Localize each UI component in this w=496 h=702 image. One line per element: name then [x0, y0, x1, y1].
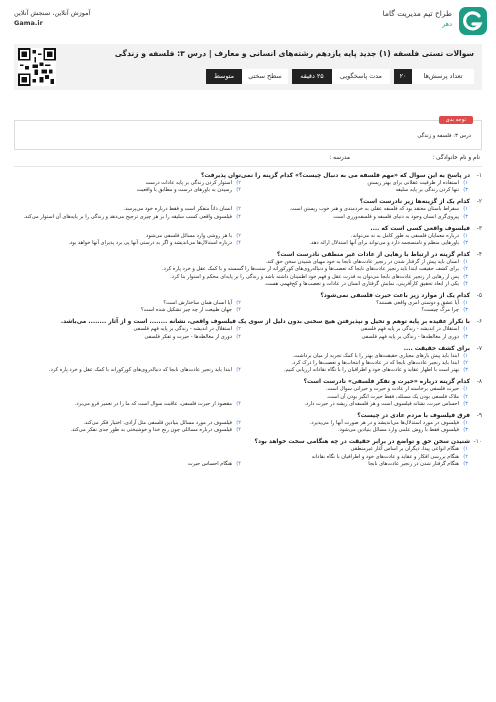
option-number: ۳): [463, 400, 468, 407]
question-number: ۱۰-: [473, 439, 482, 446]
option-text: هنگام احساس حیرت: [187, 460, 232, 467]
option-list: [14, 386, 482, 408]
option-number: ۳): [463, 187, 468, 194]
gama-logo-icon: [458, 6, 488, 36]
option-number: ۳): [463, 333, 468, 340]
answer-option[interactable]: [14, 274, 468, 281]
difficulty-label: سطح سختی: [242, 69, 288, 84]
option-number: ۲): [236, 206, 241, 213]
option-number: ۱): [463, 352, 468, 359]
question-body: فرق فیلسوف با مردم عادی در چیست؟: [357, 413, 470, 420]
answer-option[interactable]: [241, 420, 468, 427]
option-text: سقراط باستان معتقد بود که فلسفه عقلی به خردمندی و هنر خوب زیستن است.: [289, 206, 459, 213]
answer-option[interactable]: [14, 266, 468, 273]
answer-option[interactable]: [241, 367, 468, 374]
answer-option[interactable]: [14, 386, 468, 393]
notice-badge: توجه بدی: [439, 116, 473, 124]
option-text: آیا عشق و دوستی امری واقعی هستند؟: [376, 300, 459, 307]
answer-option[interactable]: [14, 367, 241, 374]
option-text: باورهایی منظم و نامنسجمه دارد و می‌تواند برای آنها استدلال ارائه دهد.: [309, 240, 459, 247]
notice-text: درس ۳: فلسفه و زندگی: [417, 133, 471, 139]
question-number: ۳-: [476, 225, 482, 232]
answer-option[interactable]: [14, 427, 241, 434]
option-text: حیرت فلسفی برخاسته از عادت و حیرت و حیرانی سوال است.: [325, 386, 459, 393]
option-number: ۲): [463, 453, 468, 460]
option-text: برای کشف حقیقت ابتدا باید زنجیر عادت‌های نابجا که تعصب‌ها و دنباله‌روی‌های کورکورانه از سنت‌ها را گسسته و با کمک عقل و خرد پاره کرد.: [162, 266, 459, 273]
option-text: با هر روشی وارد مسائل فلسفی می‌شود: [146, 232, 232, 239]
option-list: [14, 446, 482, 468]
option-number: ۱): [463, 259, 468, 266]
option-text: فیلسوف درباره مسائلی چون رنج خدا و خوشبختی به طور جدی تفکر می‌کند.: [70, 427, 232, 434]
question: [14, 318, 482, 340]
site-info: [14, 8, 90, 28]
question-text: [14, 172, 482, 180]
option-list: [14, 180, 482, 194]
option-number: ۳): [463, 307, 468, 314]
option-text: درباره استدلال‌ها می‌اندیشد و اگر به درستی آنها پی برد پذیرای آنها خواهد بود.: [68, 240, 232, 247]
option-text: استقلال در اندیشه - زندگی بر پایه فهم فلسفی: [360, 326, 459, 333]
option-list: [14, 259, 482, 288]
question-count-label: تعداد پرسش‌ها: [412, 69, 474, 84]
option-number: ۴): [236, 213, 241, 220]
option-text: فیلسوف فقط با روش علمی وارد مسائل بنیادین می‌شود.: [337, 427, 459, 434]
question-number: ۷-: [476, 345, 482, 352]
option-text: ابتدا باید پیش بارهای معیاری حقیقت‌های بهتر را با کمک تجربه از میان برداشت.: [292, 352, 459, 359]
option-list: [14, 326, 482, 340]
question-number: ۵-: [476, 293, 482, 300]
question-text: [14, 378, 482, 386]
option-number: ۲): [236, 300, 241, 307]
answer-option[interactable]: [14, 281, 468, 288]
answer-option[interactable]: [14, 326, 241, 333]
answer-option[interactable]: [241, 233, 468, 240]
answer-option[interactable]: [14, 300, 241, 307]
question-number: ۶-: [476, 319, 482, 326]
question-number: ۲-: [476, 199, 482, 206]
option-text: استفاده از ظرفیت عقلانی برای بهتر زیستن: [367, 180, 459, 186]
name-label[interactable]: نام و نام خانوادگی :: [432, 155, 480, 161]
option-text: استقلال در اندیشه - زندگی بر پایه فهم فلسفی: [133, 326, 232, 333]
option-list: [14, 300, 482, 314]
option-number: ۲): [463, 266, 468, 273]
option-text: فیلسوف در مورد مسائل بنیادین فلسفی مثل آزادی، اختیار فکر می‌کند.: [83, 420, 232, 427]
option-text: تنها کردن زندگی بر پایه سلیقه: [395, 187, 459, 194]
option-number: ۳): [463, 240, 468, 247]
option-number: ۱): [463, 300, 468, 307]
option-text: ابتدا باید زنجیر عادت‌های نابجا که دنباله‌روی‌های کورکورانه با کمک عقل و خرد پاره کرد.: [48, 367, 232, 374]
option-number: ۱): [463, 232, 468, 239]
option-number: ۲): [463, 393, 468, 400]
answer-option[interactable]: [241, 214, 468, 221]
option-text: احساس حیرت، نشانه فیلسوف است و هر فلسفه‌ای ریشه در حیرت دارد.: [304, 400, 459, 407]
answer-option[interactable]: [241, 334, 468, 341]
option-number: ۴): [236, 187, 241, 194]
option-number: ۳): [463, 213, 468, 220]
question-body: با تکرار عقیده بر پایه توهم و تخیل و نپذیرفتن هیچ سخنی بدون دلیل از سوی یک فیلسوف واقعی، نشانه ........ است و از آثار ........ می‌باشد.: [60, 319, 470, 326]
option-number: ۴): [236, 333, 241, 340]
option-number: ۳): [463, 427, 468, 434]
option-list: [14, 233, 482, 247]
answer-option[interactable]: [14, 187, 241, 194]
option-text: فیلسوف در مورد استدلال‌ها می‌اندیشد و در هر صورت آنها را می‌پذیرد.: [309, 420, 459, 427]
student-info-row: [14, 155, 480, 161]
exam-title: سوالات تستی فلسفه (۱) جدید پایه یازدهم رشته‌های انسانی و معارف | درس ۳: فلسفه و زندگی: [114, 49, 474, 58]
answer-option[interactable]: [14, 461, 241, 468]
option-text: هنگام انواعی پیدا، دیگران بر اساس آغاز غیرمنطقی: [350, 446, 459, 453]
question: [14, 378, 482, 408]
brand-subtitle: دهر: [442, 20, 452, 28]
answer-option[interactable]: [14, 180, 241, 187]
question: [14, 172, 482, 194]
option-number: ۴): [236, 460, 241, 467]
qr-code-icon[interactable]: [18, 48, 56, 86]
question-body: کدام یک از گزینه‌ها زیر نادرست است؟: [359, 199, 470, 206]
site-tagline: آموزش آنلاین، سنجش آنلاین: [14, 9, 91, 17]
divider: [14, 166, 482, 167]
question-body: شنیدن سخن حق و تواضع در برابر حقیقت در چه هنگامی سخت خواهد بود؟: [254, 439, 470, 446]
notice-box: [14, 117, 482, 150]
option-number: ۲): [236, 420, 241, 427]
answer-option[interactable]: [241, 187, 468, 194]
option-text: درباره معمایان فلسفی به طور کامل به نه می‌تواند.: [351, 232, 459, 239]
question-count-value: ۲۰: [394, 69, 412, 84]
option-text: هنگام بررسی افکار و عقاید و عادت‌های خود و اطرافیان با نگاه نقادانه: [311, 453, 459, 460]
option-number: ۲): [236, 326, 241, 333]
answer-option[interactable]: [241, 427, 468, 434]
answer-option[interactable]: [241, 307, 468, 314]
answer-option[interactable]: [14, 206, 241, 213]
question-text: [14, 225, 482, 233]
question: [14, 412, 482, 434]
exam-header: [14, 44, 482, 90]
question-body: در پاسخ به این سوال که «مهم فلسفه می به دنبال چیست؟» کدام گزینه‌ را نمی‌توان پذیرفت؟: [200, 173, 470, 179]
question-text: [14, 345, 482, 353]
option-number: ۲): [236, 232, 241, 239]
question-body: کدام گزینه در ارتباط با رهایی از عادات غیر منطقی نادرست است؟: [276, 252, 470, 259]
option-text: ملاک فلسفی بودن یک مسئله، فقط حیرت انگیز بودن آن است.: [326, 393, 459, 400]
question-list: [14, 172, 482, 472]
option-number: ۴): [236, 427, 241, 434]
option-text: استوار کردن زندگی بر پایه عادات درست: [145, 180, 232, 186]
answer-option[interactable]: [14, 214, 241, 221]
option-text: آیا انسان همان ساختارش است؟: [163, 300, 232, 307]
question: [14, 345, 482, 375]
option-number: ۳): [463, 273, 468, 280]
question: [14, 198, 482, 220]
question-number: ۸-: [476, 379, 482, 386]
option-text: جهان طبیعت از چه چیز تشکیل شده است؟: [140, 307, 232, 314]
answer-option[interactable]: [14, 353, 468, 360]
option-number: ۱): [463, 326, 468, 333]
option-number: ۳): [463, 367, 468, 374]
option-text: مقصود از حیرت فلسفی، عاقبت سوال است که ما را در تعمیر فرو می‌برد.: [74, 400, 232, 407]
brand-title: طراح تیم مدیریت گاما: [382, 9, 452, 18]
difficulty-value: متوسط: [206, 69, 242, 84]
option-number: ۲): [236, 180, 241, 186]
option-list: [14, 420, 482, 434]
option-number: ۱): [463, 420, 468, 427]
option-number: ۴): [236, 367, 241, 374]
question-body: کدام گزینه درباره «حیرت و تفکر فلسفی» نادرست است؟: [303, 379, 470, 386]
answer-option[interactable]: [241, 401, 468, 408]
answer-option[interactable]: [241, 240, 468, 247]
option-text: ابتدا باید زنجیر عادت‌های نابجا که در عادت‌ها و انتخاب‌ها و تعصب‌ها را درک کرد.: [291, 360, 459, 367]
option-number: ۴): [236, 400, 241, 407]
answer-option[interactable]: [14, 454, 468, 461]
option-number: ۳): [463, 460, 468, 467]
option-number: ۱): [463, 386, 468, 393]
question: [14, 438, 482, 468]
option-number: ۲): [463, 360, 468, 367]
option-text: دوری از مغالطه‌ها - حیرت و تفکر فلسفی: [144, 333, 232, 340]
answer-option[interactable]: [241, 206, 468, 213]
question-body: فیلسوف واقعی کسی است که ....: [370, 225, 470, 232]
brand: [383, 8, 452, 30]
option-number: ۱): [463, 206, 468, 213]
question-text: [14, 292, 482, 300]
answer-option[interactable]: [14, 394, 468, 401]
top-bar: [0, 0, 496, 44]
answer-option[interactable]: [241, 326, 468, 333]
option-text: هنگام گرفتار شدن در زنجیر عادت‌های نابجا: [368, 460, 459, 467]
option-number: ۴): [236, 240, 241, 247]
option-text: انسان ذاتاً متفکر است و فقط درباره خود می‌پرسد.: [123, 206, 232, 213]
answer-option[interactable]: [14, 307, 241, 314]
answer-option[interactable]: [14, 334, 241, 341]
answer-option[interactable]: [14, 446, 468, 453]
option-text: انسان باید پیش از گرفتار شدن در زنجیر عادت‌های نابجا به خود مهیای شنیدن سخن حق کند.: [265, 259, 459, 266]
question-number: ۴-: [476, 252, 482, 259]
question: [14, 292, 482, 314]
answer-option[interactable]: [14, 240, 241, 247]
option-text: بهتر است با اظهار عقاید و عادت‌های خود و اطرافیان را با نگاه نقادانه ارزیابی کنیم.: [283, 367, 459, 374]
option-number: ۱): [463, 180, 468, 186]
question-body: برای کشف حقیقت ....: [403, 345, 470, 352]
duration-value: ۲۵ دقیقه: [292, 69, 332, 84]
school-label[interactable]: مدرسه :: [329, 155, 350, 161]
option-list: [14, 353, 482, 375]
answer-option[interactable]: [14, 233, 241, 240]
option-text: چرا مرگ چیست؟: [421, 307, 459, 314]
option-text: یکی از ابعاد تحقیق کارآفرینی، نمایش گرفتاری انسان در عادات و تعصب‌ها و کج‌فهمی هست.: [264, 280, 459, 287]
question-body: کدام یک از موارد زیر باعث حیرت فلسفی نمی‌شود؟: [320, 293, 470, 300]
option-number: ۱): [463, 446, 468, 453]
option-text: پس از رهایی از زنجیر عادت‌های نابجا می‌توان به قدرت عقل و فهم خود اطمینان داشته باشد و زندگی را بر پایه‌ای محکم و استوار بنا کرد.: [170, 273, 459, 280]
option-text: فیلسوف واقعی کسب سلیقه را بر هر چیزی ترجیح می‌دهد و زندگی را بر پایه‌های آن استوار می‌کند.: [23, 213, 232, 220]
question-text: [14, 198, 482, 206]
option-text: رسیدن به باورهای درست و مطابق با واقعیت: [136, 187, 232, 194]
question-text: [14, 412, 482, 420]
answer-option[interactable]: [14, 420, 241, 427]
site-url[interactable]: Gama.ir: [14, 19, 43, 27]
option-text: دوری از مغالطه‌ها - زندگی بر پایه فهم فلسفی: [361, 333, 459, 340]
question-number: ۱-: [476, 173, 482, 179]
option-number: ۴): [463, 280, 468, 287]
answer-option[interactable]: [14, 401, 241, 408]
option-text: پیروی‌گری انسان وجود به دنیای فلسفه و فلسفه‌ورزی است.: [332, 213, 459, 220]
question: [14, 251, 482, 288]
option-list: [14, 206, 482, 220]
duration-label: مدت پاسخگویی: [332, 69, 390, 84]
question: [14, 225, 482, 247]
answer-option[interactable]: [241, 461, 468, 468]
option-number: ۴): [236, 307, 241, 314]
question-number: ۹-: [476, 413, 482, 420]
